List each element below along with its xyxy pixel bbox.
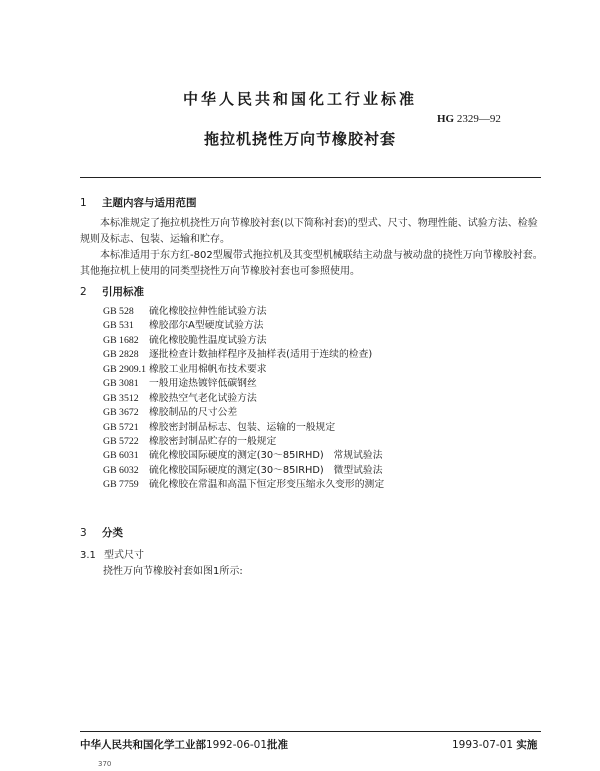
section-1-title: 主题内容与适用范围 — [102, 197, 197, 209]
section-2-heading — [80, 284, 144, 299]
reference-title: 橡胶制品的尺寸公差 — [149, 407, 238, 419]
reference-item — [103, 392, 384, 406]
section-3-number: 3 — [80, 527, 87, 539]
effective-line — [452, 737, 537, 752]
reference-item — [103, 348, 384, 362]
reference-item — [103, 319, 384, 333]
reference-code: GB 3081 — [103, 378, 139, 390]
reference-title: 橡胶热空气老化试验方法 — [149, 392, 257, 404]
section-2-number: 2 — [80, 286, 87, 298]
reference-item — [103, 464, 384, 478]
section-3-heading — [80, 525, 123, 540]
reference-item — [103, 363, 384, 377]
reference-item — [103, 334, 384, 348]
reference-title: 逐批检查计数抽样程序及抽样表(适用于连续的检查) — [149, 349, 373, 361]
reference-title: 硫化橡胶在常温和高温下恒定形变压缩永久变形的测定 — [149, 479, 385, 491]
reference-title: 硫化橡胶国际硬度的测定(30～85IRHD) 常规试验法 — [149, 450, 383, 462]
subsection-3-1-title: 型式尺寸 — [104, 550, 144, 561]
reference-code: GB 6031 — [103, 450, 139, 462]
section-1-paragraph-1: 本标准规定了拖拉机挠性万向节橡胶衬套(以下简称衬套)的型式、尺寸、物理性能、试验方法、检验规则及标志、包装、运输和贮存。 — [80, 218, 538, 245]
document-title: 拖拉机挠性万向节橡胶衬套 — [203, 130, 396, 148]
reference-title: 硫化橡胶脆性温度试验方法 — [149, 334, 267, 346]
reference-code: GB 2909.1 — [103, 363, 147, 375]
section-1-heading — [80, 195, 197, 210]
standard-code — [437, 113, 501, 125]
issuing-organization: 中华人民共和国化学工业部 — [80, 739, 206, 751]
reference-code: GB 531 — [103, 320, 134, 332]
reference-item — [103, 406, 384, 420]
reference-item — [103, 435, 384, 449]
section-3-title: 分类 — [102, 527, 123, 539]
reference-title: 硫化橡胶国际硬度的测定(30～85IRHD) 微型试验法 — [149, 464, 383, 476]
footer-divider — [80, 731, 541, 732]
subsection-3-1 — [80, 546, 144, 561]
reference-code: GB 7759 — [103, 479, 139, 491]
page-number: 370 — [98, 760, 112, 768]
subsection-3-1-number: 3.1 — [80, 550, 96, 561]
reference-title: 橡胶密封制品贮存的一般规定 — [149, 435, 277, 447]
reference-item — [103, 421, 384, 435]
reference-item — [103, 377, 384, 391]
reference-code: GB 2828 — [103, 349, 139, 361]
reference-list — [103, 305, 384, 493]
subsection-3-1-text: 挠性万向节橡胶衬套如图1所示: — [103, 566, 243, 577]
reference-item — [103, 449, 384, 463]
reference-title: 橡胶工业用棉帆布技术要求 — [149, 363, 267, 375]
standard-code-number: 2329—92 — [456, 113, 501, 125]
reference-code: GB 3512 — [103, 392, 139, 404]
standard-code-prefix: HG — [437, 113, 455, 125]
reference-code: GB 528 — [103, 306, 134, 317]
reference-item — [103, 305, 384, 319]
reference-code: GB 1682 — [103, 334, 139, 346]
reference-code: GB 5722 — [103, 435, 139, 447]
reference-code: GB 6032 — [103, 464, 139, 476]
reference-item — [103, 478, 384, 492]
effective-date: 1993-07-01 — [452, 739, 514, 751]
section-2-title: 引用标准 — [102, 286, 144, 298]
reference-title: 橡胶密封制品标志、包装、运输的一般规定 — [149, 421, 336, 433]
issue-date: 1992-06-01 — [206, 739, 268, 751]
reference-title: 硫化橡胶拉伸性能试验方法 — [149, 306, 267, 317]
issue-label: 批准 — [267, 739, 289, 751]
standard-title: 中华人民共和国化工行业标准 — [182, 90, 417, 108]
section-1-paragraph-2: 本标准适用于东方红-802型履带式拖拉机及其变型机械联结主动盘与被动盘的挠性万向节橡胶衬套。其他拖拉机上使用的同类型挠性万向节橡胶衬套也可参照使用。 — [80, 250, 543, 277]
issue-line — [80, 737, 288, 752]
reference-code: GB 3672 — [103, 407, 139, 419]
section-1-number: 1 — [80, 197, 87, 209]
reference-title: 橡胶邵尔A型硬度试验方法 — [149, 320, 264, 332]
header-divider — [80, 177, 541, 178]
reference-code: GB 5721 — [103, 421, 139, 433]
reference-title: 一般用途热镀锌低碳钢丝 — [149, 378, 257, 390]
effective-label: 实施 — [516, 739, 538, 751]
